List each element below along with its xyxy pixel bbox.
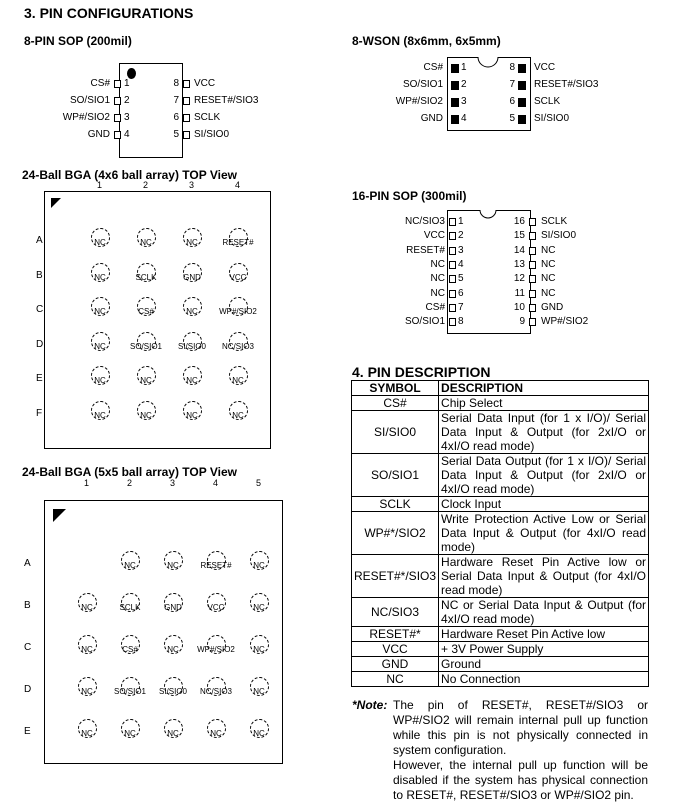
pin-pad xyxy=(449,275,456,283)
pin-pad xyxy=(451,98,459,107)
ball-label: NC xyxy=(94,238,106,247)
pin-pad xyxy=(114,97,121,105)
ball-label: NC/SIO3 xyxy=(221,341,254,351)
pin-number: 8 xyxy=(173,78,179,89)
pin-label: NC xyxy=(541,287,556,299)
pin-label: NC xyxy=(430,258,445,270)
pin-number: 2 xyxy=(458,230,464,242)
ball-label: WP#/SIO2 xyxy=(219,307,257,316)
pin-pad xyxy=(518,81,526,90)
ball-label: NC xyxy=(186,307,198,316)
pin-label: VCC xyxy=(534,62,556,73)
pin-number: 15 xyxy=(513,230,525,242)
ball-label: NC xyxy=(124,729,136,738)
pin-pad xyxy=(449,247,456,255)
table-row xyxy=(352,454,649,497)
header-symbol: SYMBOL xyxy=(352,381,439,396)
bga4x6-title: 24-Ball BGA (4x6 ball array) TOP View xyxy=(22,168,237,182)
ball-label: NC xyxy=(253,687,265,696)
pin-label: SCLK xyxy=(194,112,221,123)
pin-label: WP#/SIO2 xyxy=(395,96,443,107)
ball-label: NC xyxy=(253,603,265,612)
ball-label: NC xyxy=(186,410,198,420)
pin-number: 6 xyxy=(509,96,515,107)
ball-label: NC xyxy=(81,729,93,738)
pin-label: SI/SIO0 xyxy=(534,113,570,124)
ball-label: SI/SIO0 xyxy=(158,687,187,696)
symbol-cell: WP#*/SIO2 xyxy=(352,512,439,555)
pin-label: SO/SIO1 xyxy=(404,316,445,328)
pin-number: 1 xyxy=(458,216,464,227)
ball-label: SCLK xyxy=(135,272,157,282)
pin-label: SCLK xyxy=(534,96,561,107)
table-header-row xyxy=(352,381,649,396)
pin-pad xyxy=(529,232,536,240)
pin-label: NC xyxy=(541,244,556,256)
pin-number: 5 xyxy=(173,129,179,140)
ball-label: NC xyxy=(167,729,179,738)
sop16-title: 16-PIN SOP (300mil) xyxy=(352,189,467,203)
pin-number: 3 xyxy=(124,112,130,123)
pin-number: 7 xyxy=(173,95,179,106)
section-title-pin-config: 3. PIN CONFIGURATIONS xyxy=(24,5,194,21)
ball-label: SO/SIO1 xyxy=(113,687,146,696)
pin-number: 11 xyxy=(514,287,525,299)
section-title-pin-desc: 4. PIN DESCRIPTION xyxy=(352,364,491,380)
ball-label: NC xyxy=(94,307,106,316)
pin-number: 6 xyxy=(173,112,179,123)
ball-label: NC xyxy=(124,561,136,570)
table-row xyxy=(352,555,649,598)
sop16-notch-icon xyxy=(479,210,497,220)
table-row xyxy=(352,657,649,672)
ball-label: NC xyxy=(253,645,265,654)
description-cell: NC or Serial Data Input & Output (for 4xI/O read mode) xyxy=(439,598,649,627)
pin-label: NC xyxy=(430,273,445,285)
ball-label: NC xyxy=(186,376,198,385)
table-row xyxy=(352,672,649,687)
ball-label: RESET# xyxy=(222,238,254,247)
pin-number: 10 xyxy=(513,301,525,313)
column-label: 3 xyxy=(170,478,176,488)
ball-label: NC xyxy=(232,410,244,420)
pin-label: WP#/SIO2 xyxy=(541,316,589,328)
symbol-cell: VCC xyxy=(352,642,439,657)
pin-description-table xyxy=(351,380,649,687)
ball-label: NC xyxy=(81,603,93,612)
pin-pad xyxy=(451,64,459,73)
symbol-cell: RESET#*/SIO3 xyxy=(352,555,439,598)
note-text-2: However, the internal pull up function will be disabled if the system has physical connection to RESET#, RESET#/SIO3 or WP#/SIO2 pin. xyxy=(393,758,648,802)
symbol-cell: NC xyxy=(352,672,439,687)
pin-number: 6 xyxy=(458,287,464,299)
pin-number: 5 xyxy=(509,113,515,124)
pin-label: VCC xyxy=(194,78,216,89)
row-label: E xyxy=(36,373,43,384)
pin-pad xyxy=(451,115,459,124)
pin-number: 9 xyxy=(519,316,525,328)
ball-label: CS# xyxy=(122,645,138,654)
pin-number: 4 xyxy=(124,129,130,140)
pin-label: GND xyxy=(87,129,110,140)
pin-pad xyxy=(451,81,459,90)
column-label: 3 xyxy=(189,180,195,190)
pin-pad xyxy=(449,232,456,240)
ball-label: NC xyxy=(94,376,106,385)
pin-label: SO/SIO1 xyxy=(69,95,110,106)
pin-number: 13 xyxy=(513,258,525,270)
pin-pad xyxy=(183,97,190,105)
note-text-1: The pin of RESET#, RESET#/SIO3 or WP#/SIO2 will remain internal pull up function while this pin is not physically connected in system configuration. xyxy=(393,698,648,757)
row-label: C xyxy=(36,304,44,315)
note-label: *Note: xyxy=(352,698,388,712)
bga5x5-title: 24-Ball BGA (5x5 ball array) TOP View xyxy=(22,465,237,479)
pin-label: NC xyxy=(541,273,556,285)
pin-label: WP#/SIO2 xyxy=(62,112,110,123)
ball-label: VCC xyxy=(229,272,247,282)
ball-label: NC xyxy=(253,729,265,738)
symbol-cell: SCLK xyxy=(352,497,439,512)
row-label: B xyxy=(24,600,31,611)
ball-label: GND xyxy=(183,272,201,282)
symbol-cell: NC/SIO3 xyxy=(352,598,439,627)
description-cell: Hardware Reset Pin Active low or Serial Data Input & Output (for 4xI/O read mode) xyxy=(439,555,649,598)
ball-label: NC xyxy=(167,645,179,654)
ball-label: CS# xyxy=(138,307,154,316)
pin-number: 4 xyxy=(461,113,467,124)
ball-label: NC xyxy=(94,410,106,420)
column-label: 5 xyxy=(256,478,262,488)
table-row xyxy=(352,411,649,454)
description-cell: + 3V Power Supply xyxy=(439,642,649,657)
pin-pad xyxy=(183,80,190,88)
row-label: F xyxy=(36,407,43,419)
row-label: A xyxy=(24,558,31,569)
pin-label: CS# xyxy=(423,62,443,73)
description-cell: Serial Data Output (for 1 x I/O)/ Serial Data Input & Output (for 2xI/O or 4xI/O read mode) xyxy=(439,454,649,497)
wson-notch-icon xyxy=(477,57,499,69)
header-description: DESCRIPTION xyxy=(439,381,649,396)
pin-number: 5 xyxy=(458,273,464,285)
ball-label: NC/SIO3 xyxy=(199,687,232,696)
pin-label: RESET# xyxy=(406,244,445,256)
pin-pad xyxy=(449,318,456,326)
pin-number: 16 xyxy=(513,216,525,227)
symbol-cell: RESET#* xyxy=(352,627,439,642)
pin-label: VCC xyxy=(423,230,445,242)
row-label: C xyxy=(24,642,32,653)
pin-number: 2 xyxy=(124,95,130,106)
pin-label: NC xyxy=(430,287,445,299)
wson-title: 8-WSON (8x6mm, 6x5mm) xyxy=(352,34,501,48)
ball-label: NC xyxy=(81,687,93,696)
pin-number: 7 xyxy=(509,79,515,90)
description-cell: Write Protection Active Low or Serial Data Input & Output (for 4xI/O read mode) xyxy=(439,512,649,555)
ball-label: NC xyxy=(140,238,152,247)
pin-pad xyxy=(449,218,456,226)
pin-pad xyxy=(529,218,536,226)
pin-pad xyxy=(518,115,526,124)
pin-pad xyxy=(529,318,536,326)
description-cell: Serial Data Input (for 1 x I/O)/ Serial Data Input & Output (for 2xI/O or 4xI/O read mode) xyxy=(439,411,649,454)
symbol-cell: GND xyxy=(352,657,439,672)
ball-label: NC xyxy=(210,729,222,738)
ball-label: VCC xyxy=(207,603,225,612)
pin-label: CS# xyxy=(90,78,110,89)
row-label: D xyxy=(36,338,44,350)
table-row xyxy=(352,642,649,657)
row-label: A xyxy=(36,235,43,246)
pin-pad xyxy=(183,131,190,139)
pin-pad xyxy=(114,114,121,122)
ball-label: NC xyxy=(253,561,265,570)
pin-number: 12 xyxy=(513,273,525,285)
table-row xyxy=(352,396,649,411)
pin-number: 2 xyxy=(461,79,467,90)
row-label: D xyxy=(24,684,32,695)
column-label: 1 xyxy=(97,180,103,190)
sop8-title: 8-PIN SOP (200mil) xyxy=(24,34,132,48)
pin-label: GND xyxy=(420,113,443,124)
pin-pad xyxy=(529,290,536,298)
ball-label: NC xyxy=(167,561,179,570)
table-row xyxy=(352,627,649,642)
pin-number: 3 xyxy=(461,96,467,107)
pin-number: 1 xyxy=(461,62,467,73)
symbol-cell: SO/SIO1 xyxy=(352,454,439,497)
symbol-cell: SI/SIO0 xyxy=(352,411,439,454)
description-cell: Chip Select xyxy=(439,396,649,411)
ball-label: SCLK xyxy=(119,603,141,612)
pin-pad xyxy=(449,304,456,312)
pin-number: 7 xyxy=(458,301,464,313)
ball-label: NC xyxy=(94,341,106,351)
description-cell: Hardware Reset Pin Active low xyxy=(439,627,649,642)
pin-note xyxy=(352,698,648,803)
symbol-cell: CS# xyxy=(352,396,439,411)
pin-pad xyxy=(529,247,536,255)
description-cell: No Connection xyxy=(439,672,649,687)
pin-number: 8 xyxy=(509,62,515,73)
corner-marker-icon xyxy=(53,509,66,522)
pin-number: 4 xyxy=(458,258,464,270)
pin-label: CS# xyxy=(425,301,445,313)
pin-pad xyxy=(114,80,121,88)
pin-label: GND xyxy=(541,301,564,313)
row-label: E xyxy=(24,726,31,737)
ball-label: SO/SIO1 xyxy=(129,341,162,351)
corner-marker-icon xyxy=(51,198,61,208)
pin-number: 1 xyxy=(124,78,130,89)
pin-label: SCLK xyxy=(541,216,568,227)
pin-number: 8 xyxy=(458,316,464,328)
column-label: 2 xyxy=(127,478,133,488)
pin-label: RESET#/SIO3 xyxy=(534,79,599,90)
pin-number: 3 xyxy=(458,244,464,256)
ball-label: NC xyxy=(81,645,93,654)
column-label: 2 xyxy=(143,180,149,190)
ball-label: SI/SIO0 xyxy=(177,341,206,351)
pin-pad xyxy=(518,64,526,73)
ball-label: NC xyxy=(186,238,198,247)
ball-label: WP#/SIO2 xyxy=(197,645,235,654)
description-cell: Ground xyxy=(439,657,649,672)
pin-number: 14 xyxy=(513,244,525,256)
ball-label: GND xyxy=(164,603,182,612)
pin-label: RESET#/SIO3 xyxy=(194,95,259,106)
ball-label: RESET# xyxy=(200,561,232,570)
ball-label: NC xyxy=(140,410,152,420)
ball-label: NC xyxy=(94,272,106,282)
pin-pad xyxy=(183,114,190,122)
pin-pad xyxy=(529,261,536,269)
pin-label: NC xyxy=(541,258,556,270)
pin-pad xyxy=(529,304,536,312)
pin-pad xyxy=(449,261,456,269)
description-cell: Clock Input xyxy=(439,497,649,512)
pin-pad xyxy=(449,290,456,298)
pin-label: SI/SIO0 xyxy=(541,230,577,242)
column-label: 1 xyxy=(84,478,90,488)
pin-pad xyxy=(529,275,536,283)
table-row xyxy=(352,512,649,555)
pin-pad xyxy=(518,98,526,107)
pin-pad xyxy=(114,131,121,139)
table-row xyxy=(352,598,649,627)
row-label: B xyxy=(36,269,43,281)
pin-label: SI/SIO0 xyxy=(194,129,230,140)
table-row xyxy=(352,497,649,512)
column-label: 4 xyxy=(213,478,219,488)
ball-label: NC xyxy=(140,376,152,385)
ball-label: NC xyxy=(232,376,244,385)
pin-label: SO/SIO1 xyxy=(402,79,443,90)
pin-label: NC/SIO3 xyxy=(404,216,445,227)
column-label: 4 xyxy=(235,180,241,190)
